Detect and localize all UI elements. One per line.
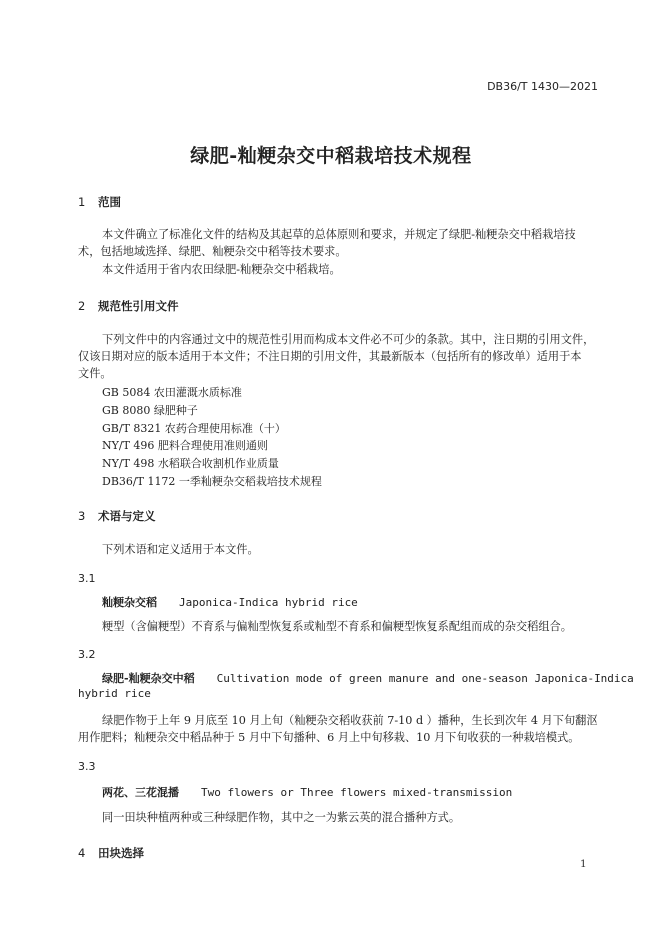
section-1-heading [78,194,121,210]
section-title: 术语与定义 [98,509,156,523]
section-title: 田块选择 [98,846,144,860]
section-number: 3 [78,509,86,523]
section-2-paragraph-line: 文件。 [78,367,112,380]
section-3-heading [78,508,156,524]
section-1-paragraph-line: 本文件适用于省内农田绿肥-籼粳杂交中稻栽培。 [102,263,341,276]
term-definition: 同一田块种植两种或三种绿肥作物，其中之一为紫云英的混合播种方式。 [102,811,461,824]
subsection-number: 3.2 [78,648,96,661]
section-2-paragraph-line: 下列文件中的内容通过文中的规范性引用而构成本文件必不可少的条款。其中，注日期的引用文件， [102,333,595,346]
reference-item: NY/T 496 肥料合理使用准则通则 [102,439,268,452]
term-definition-line: 用作肥料；籼粳杂交中稻品种于 5 月中下旬播种、6 月上中旬移栽、10 月下旬收获的一种栽培模式。 [78,731,580,744]
reference-item: GB/T 8321 农药合理使用标准（十） [102,422,286,435]
term-entry [102,594,358,610]
section-number: 4 [78,846,86,860]
reference-item: NY/T 498 水稻联合收割机作业质量 [102,457,279,470]
subsection-number: 3.1 [78,572,96,585]
document-title: 绿肥-籼粳杂交中稻栽培技术规程 [190,145,472,167]
term-chinese: 籼粳杂交稻 [102,596,157,609]
section-title: 规范性引用文件 [98,299,179,313]
term-english: Cultivation mode of green manure and one-season Japonica-Indica [216,672,634,685]
term-definition: 粳型（含偏粳型）不育系与偏籼型恢复系或籼型不育系和偏粳型恢复系配组而成的杂交稻组合。 [102,620,572,633]
term-definition-line: 绿肥作物于上年 9 月底至 10 月上旬（籼粳杂交稻收获前 7-10 d ）播种，生长到次年 4 月下旬翻沤 [102,714,598,727]
section-3-intro: 下列术语和定义适用于本文件。 [102,543,259,556]
section-2-heading [78,298,179,314]
term-entry [102,784,512,800]
term-english-continued: hybrid rice [78,687,151,700]
term-english: Japonica-Indica hybrid rice [179,596,358,609]
reference-item: GB 8080 绿肥种子 [102,404,198,417]
term-entry [102,670,634,686]
section-4-heading [78,845,144,861]
term-chinese: 绿肥-籼粳杂交中稻 [102,672,195,685]
reference-item: GB 5084 农田灌溉水质标准 [102,386,242,399]
section-2-paragraph-line: 仅该日期对应的版本适用于本文件；不注日期的引用文件，其最新版本（包括所有的修改单）适用于本 [78,350,582,363]
term-english: Two flowers or Three flowers mixed-transmission [201,786,513,799]
reference-item: DB36/T 1172 一季籼粳杂交稻栽培技术规程 [102,475,322,488]
section-1-paragraph-line: 术，包括地域选择、绿肥、籼粳杂交中稻等技术要求。 [78,245,347,258]
subsection-number: 3.3 [78,760,96,773]
page-number: 1 [580,858,587,870]
section-1-paragraph-line: 本文件确立了标准化文件的结构及其起草的总体原则和要求，并规定了绿肥-籼粳杂交中稻栽培技 [102,228,576,241]
section-number: 1 [78,195,86,209]
term-chinese: 两花、三花混播 [102,786,179,799]
section-title: 范围 [98,195,121,209]
section-number: 2 [78,299,86,313]
standard-code: DB36/T 1430—2021 [487,80,598,93]
